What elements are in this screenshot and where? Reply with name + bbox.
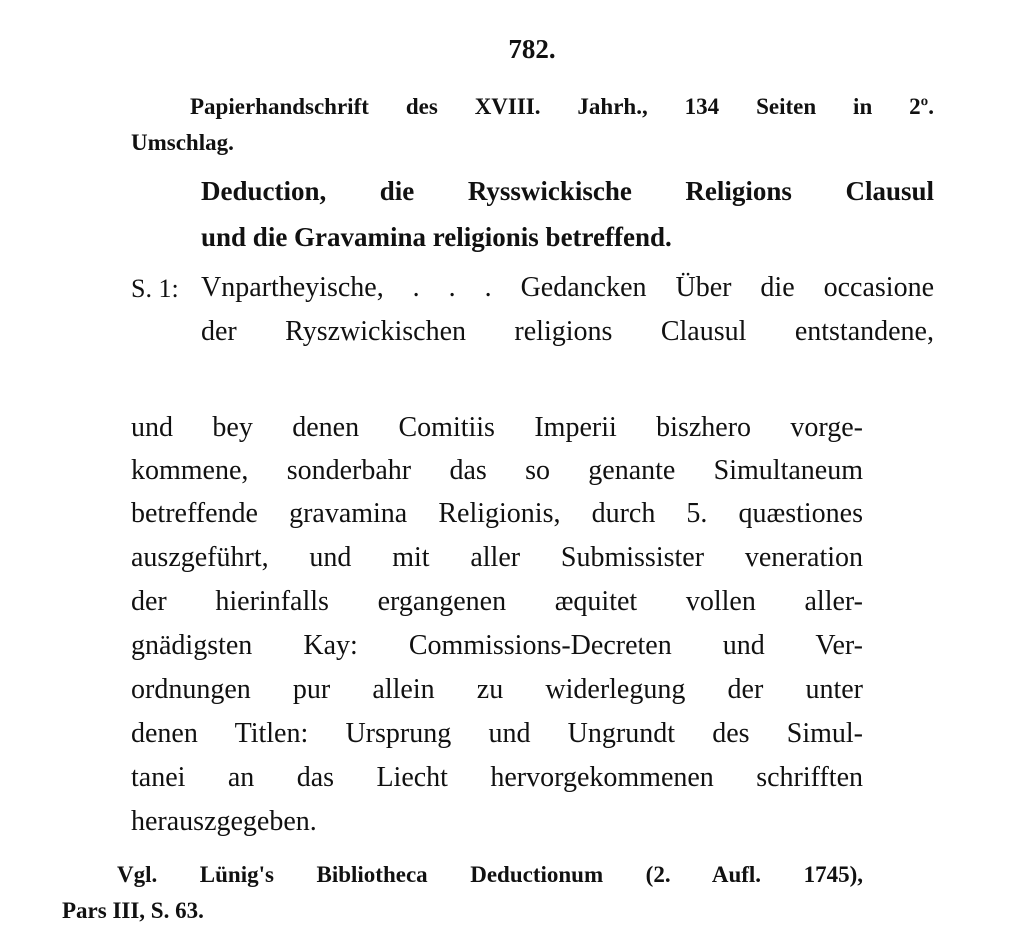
page-number: 782. [508,34,556,64]
reference-line: Pars III, S. 63. [62,898,204,923]
body-line: der hierinfalls ergangenen æquitet vollen aller- [131,586,863,617]
body-line: und bey denen Comitiis Imperii biszhero vorge- [131,412,863,443]
incipit-line: der Ryszwickischen religions Clausul entstandene, [201,316,934,347]
incipit-label: S. 1: [131,274,179,303]
description-line: Papierhandschrift des XVIII. Jahrh., 134 Seiten in 2º. [190,94,934,119]
body-line: gnädigsten Kay: Commissions-Decreten und Ver- [131,630,863,661]
title-line: und die Gravamina religionis betreffend. [201,222,672,252]
body-line: betreffende gravamina Religionis, durch 5. quæstiones [131,498,863,529]
body-line: herauszgegeben. [131,806,317,837]
description-line: Umschlag. [131,130,234,155]
title-line: Deduction, die Rysswickische Religions Clausul [201,176,934,206]
body-line: kommene, sonderbahr das so genante Simultaneum [131,455,863,486]
body-line: tanei an das Liecht hervorgekommenen schrifften [131,762,863,793]
body-line: ordnungen pur allein zu widerlegung der unter [131,674,863,705]
reference-line: Vgl. Lünig's Bibliotheca Deductionum (2. Aufl. 1745), [117,862,863,887]
incipit-line: Vnpartheyische, . . . Gedancken Über die occasione [201,272,934,303]
body-line: auszgeführt, und mit aller Submissister veneration [131,542,863,573]
body-line: denen Titlen: Ursprung und Ungrundt des Simul- [131,718,863,749]
